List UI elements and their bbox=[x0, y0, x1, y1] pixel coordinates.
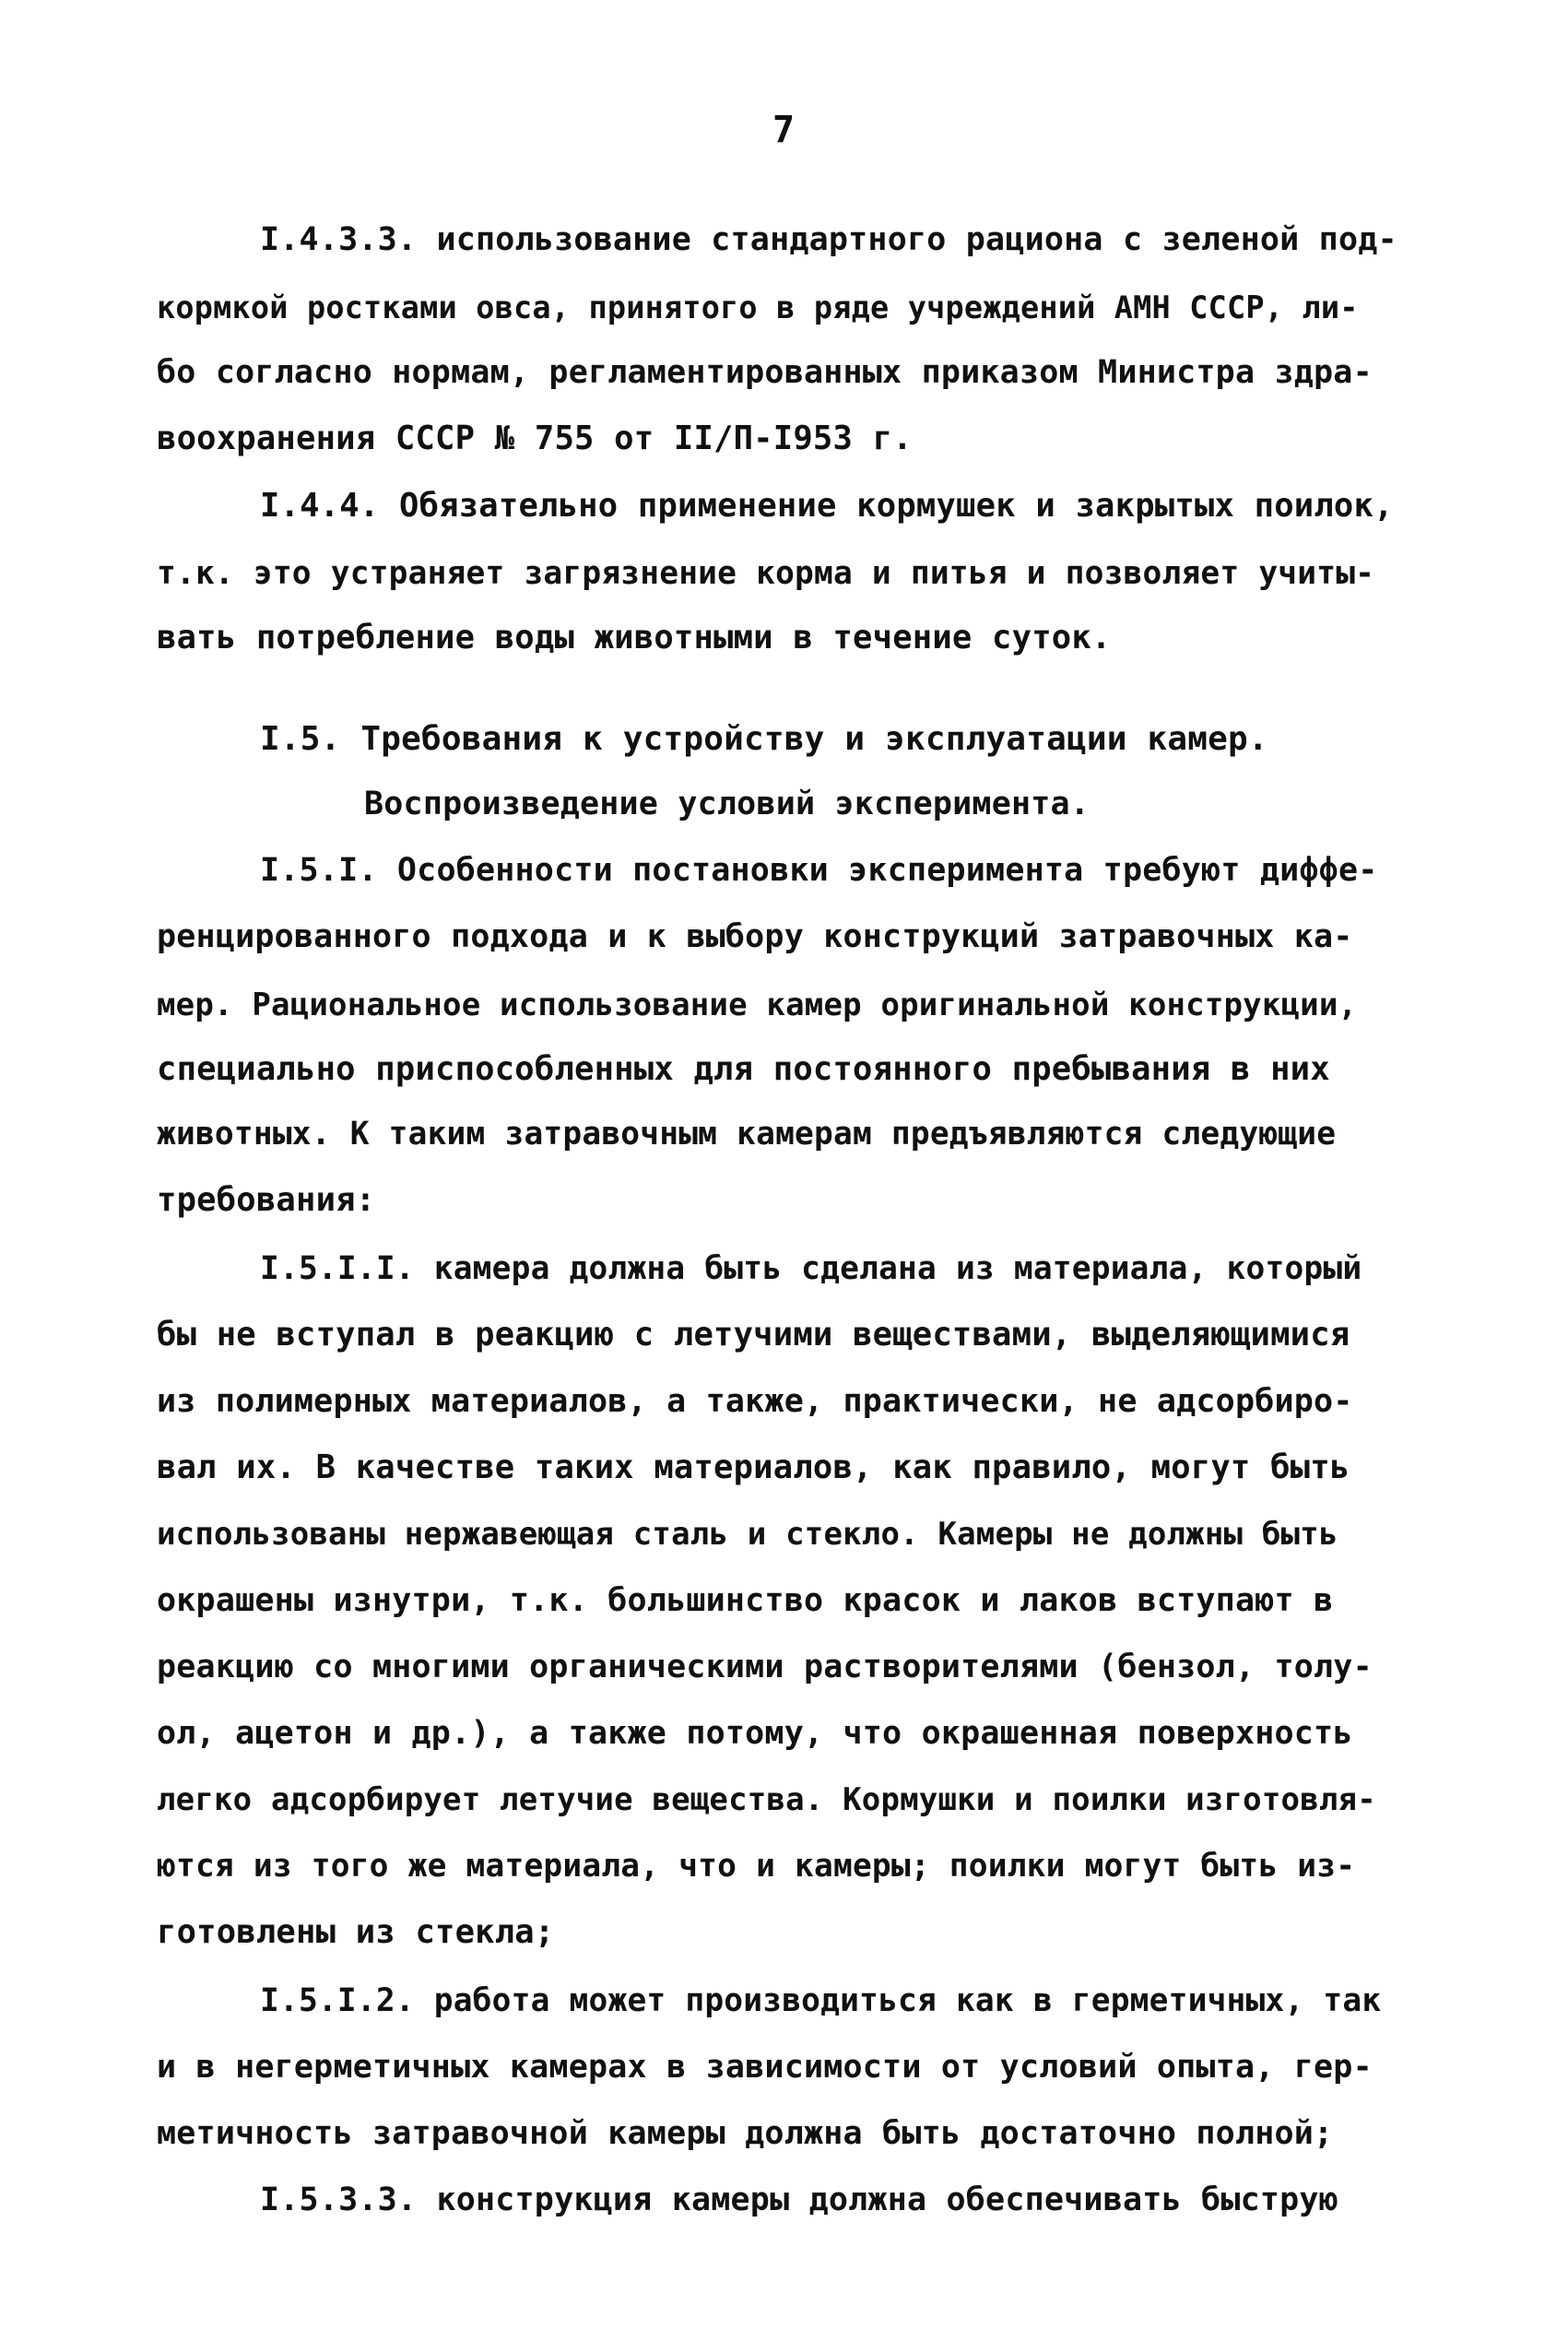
text-line: требования: bbox=[157, 1181, 376, 1219]
text-line: специально приспособленных для постоянного пребывания в них bbox=[157, 1050, 1330, 1088]
text-line: из полимерных материалов, а также, практически, не адсорбиро- bbox=[157, 1383, 1353, 1420]
text-line: воохранения СССР № 755 от II/П-I953 г. bbox=[157, 420, 913, 457]
text-line: и в негерметичных камерах в зависимости от условий опыта, гер- bbox=[157, 2049, 1373, 2086]
text-line: вал их. В качестве таких материалов, как правило, могут быть bbox=[157, 1448, 1350, 1486]
text-line: готовлены из стекла; bbox=[157, 1913, 555, 1951]
text-line: I.5.I. Особенности постановки эксперимента требуют диффе- bbox=[260, 852, 1378, 889]
text-line: I.5.I.I. камера должна быть сделана из материала, который bbox=[260, 1250, 1362, 1287]
text-line: ренцированного подхода и к выбору конструкций затравочных ка- bbox=[157, 918, 1353, 955]
text-line: легко адсорбирует летучие вещества. Кормушки и поилки изготовля- bbox=[157, 1781, 1376, 1818]
text-line: ются из того же материала, что и камеры; поилки могут быть из- bbox=[157, 1848, 1356, 1885]
text-line: окрашены изнутри, т.к. большинство красок и лаков вступают в bbox=[157, 1582, 1334, 1619]
text-line: т.к. это устраняет загрязнение корма и питья и позволяет учиты- bbox=[157, 555, 1375, 592]
text-line: метичность затравочной камеры должна быть достаточно полной; bbox=[157, 2115, 1334, 2152]
text-line: реакцию со многими органическими растворителями (бензол, толу- bbox=[157, 1649, 1373, 1685]
text-line: I.4.4. Обязательно применение кормушек и закрытых поилок, bbox=[260, 487, 1394, 525]
text-line: бы не вступал в реакцию с летучими веществами, выделяющимися bbox=[157, 1316, 1350, 1354]
text-line: I.5.3.3. конструкция камеры должна обеспечивать быструю bbox=[260, 2181, 1338, 2218]
section-subheading: Воспроизведение условий эксперимента. bbox=[364, 786, 1091, 822]
text-line: вать потребление воды животными в течение суток. bbox=[157, 619, 1112, 656]
text-line: мер. Рациональное использование камер оригинальной конструкции, bbox=[157, 987, 1358, 1023]
text-line: бо согласно нормам, регламентированных приказом Министра здра- bbox=[157, 354, 1373, 391]
section-heading: I.5. Требования к устройству и эксплуатации камер. bbox=[260, 720, 1268, 758]
text-line: кормкой ростками овса, принятого в ряде учреждений АМН СССР, ли- bbox=[157, 290, 1359, 325]
text-line: I.4.3.3. использование стандартного рациона с зеленой под- bbox=[260, 221, 1397, 258]
text-line: I.5.I.2. работа может производиться как в герметичных, так bbox=[260, 1982, 1382, 2019]
text-line: животных. К таким затравочным камерам предъявляются следующие bbox=[157, 1116, 1337, 1153]
text-line: использованы нержавеющая сталь и стекло. Камеры не должны быть bbox=[157, 1516, 1338, 1553]
page-number: 7 bbox=[772, 109, 796, 151]
text-line: ол, ацетон и др.), а также потому, что окрашенная поверхность bbox=[157, 1715, 1353, 1752]
